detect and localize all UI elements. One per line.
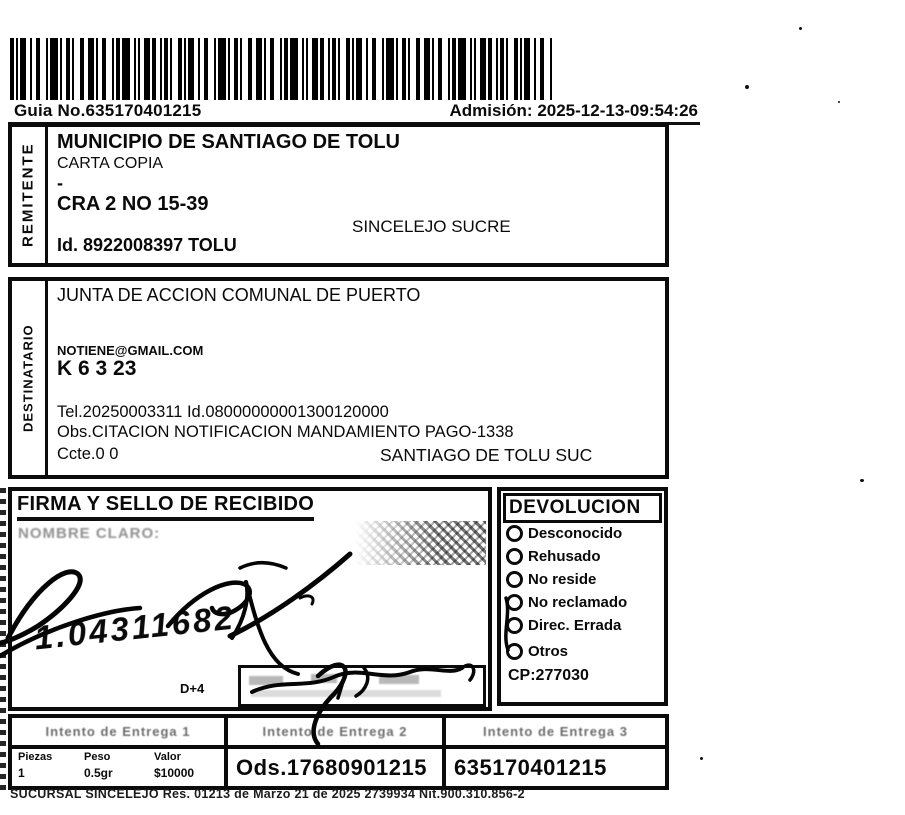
scan-speckle xyxy=(700,757,703,760)
scan-speckle xyxy=(745,85,749,89)
service-code: D+4 xyxy=(180,681,205,696)
sender-line3: - xyxy=(57,173,63,193)
sender-line2: CARTA COPIA xyxy=(57,155,164,172)
return-title: DEVOLUCION xyxy=(503,493,662,523)
nombre-claro-label: NOMBRE CLARO: xyxy=(18,525,161,542)
faint-print xyxy=(249,676,283,685)
radio-icon xyxy=(506,548,523,565)
faint-print xyxy=(251,690,441,697)
recipient-obs: Obs.CITACION NOTIFICACION MANDAMIENTO PAGO-1338 xyxy=(57,423,514,441)
recipient-email: NOTIENE@GMAIL.COM xyxy=(57,343,204,358)
pieces-weight-value-cell xyxy=(12,749,228,786)
option-label: Rehusado xyxy=(528,548,601,565)
sender-name: MUNICIPIO DE SANTIAGO DE TOLU xyxy=(57,131,400,153)
delivery-attempts-table xyxy=(8,714,669,790)
signature-title: FIRMA Y SELLO DE RECIBIDO xyxy=(17,493,314,521)
admission-datetime: Admisión: 2025-12-13-09:54:26 xyxy=(449,101,698,120)
radio-icon xyxy=(506,643,523,660)
sender-section-label: REMITENTE xyxy=(19,142,37,248)
return-option-otros xyxy=(506,643,568,660)
return-section xyxy=(497,487,668,706)
return-option-direc-errada xyxy=(506,617,621,634)
value-label: Valor xyxy=(154,751,181,763)
scan-speckle xyxy=(799,27,802,30)
sender-address: CRA 2 NO 15-39 xyxy=(57,193,209,215)
faint-print xyxy=(311,674,337,683)
scan-speckle xyxy=(838,101,840,103)
option-label: No reclamado xyxy=(528,594,628,611)
postal-code: CP:277030 xyxy=(508,667,589,684)
sender-city: SINCELEJO SUCRE xyxy=(352,217,511,236)
guia-number: Guia No.635170401215 xyxy=(14,101,202,120)
pieces-label: Piezas xyxy=(18,751,53,763)
attempt-1-header: Intento de Entrega 1 xyxy=(45,724,191,739)
radio-icon xyxy=(506,594,523,611)
guia-number-bottom: 635170401215 xyxy=(454,754,607,780)
recipient-section-label: DESTINATARIO xyxy=(20,324,36,432)
stamp-smudge xyxy=(348,521,486,565)
attempt-2-header: Intento de Entrega 2 xyxy=(262,724,408,739)
weight-label: Peso xyxy=(84,751,111,763)
weight-value: 0.5gr xyxy=(84,766,113,780)
handwritten-id-number: 1.04311682 xyxy=(32,598,238,657)
scan-speckle xyxy=(860,479,864,482)
option-label: Direc. Errada xyxy=(528,617,622,634)
signature-section xyxy=(8,487,492,711)
barcode xyxy=(10,38,558,100)
header-row xyxy=(8,101,700,125)
option-label: Desconocido xyxy=(528,525,623,542)
left-edge-marks xyxy=(0,485,6,790)
sender-section xyxy=(8,123,669,267)
attempt-3-header: Intento de Entrega 3 xyxy=(483,724,628,739)
pieces-value: 1 xyxy=(18,766,25,780)
option-label: Otros xyxy=(528,643,569,660)
recipient-city: SANTIAGO DE TOLU SUC xyxy=(380,445,593,465)
recipient-ccte: Ccte.0 0 xyxy=(57,445,119,463)
return-option-no-reclamado xyxy=(506,594,627,611)
return-option-rehusado xyxy=(506,548,601,565)
return-option-desconocido xyxy=(506,525,622,542)
recipient-address: K 6 3 23 xyxy=(57,357,137,380)
radio-icon xyxy=(506,571,523,588)
value-value: $10000 xyxy=(154,766,195,780)
sender-vertical-strip xyxy=(12,127,48,263)
radio-icon xyxy=(506,617,523,634)
recipient-vertical-strip xyxy=(12,281,48,475)
recipient-name: JUNTA DE ACCION COMUNAL DE PUERTO xyxy=(57,285,421,305)
date-stamp-box xyxy=(238,665,486,707)
return-option-no-reside xyxy=(506,571,596,588)
option-label: No reside xyxy=(528,571,597,588)
recipient-section xyxy=(8,277,669,479)
ods-number: Ods.17680901215 xyxy=(236,754,427,780)
sender-id: Id. 8922008397 TOLU xyxy=(57,235,237,255)
recipient-tel-id: Tel.20250003311 Id.08000000001300120000 xyxy=(57,403,389,421)
radio-icon xyxy=(506,525,523,542)
faint-print xyxy=(379,675,419,684)
branch-footer: SUCURSAL SINCELEJO Res. 01213 de Marzo 21 de 2025 2739934 Nit.900.310.856-2 xyxy=(10,787,525,801)
